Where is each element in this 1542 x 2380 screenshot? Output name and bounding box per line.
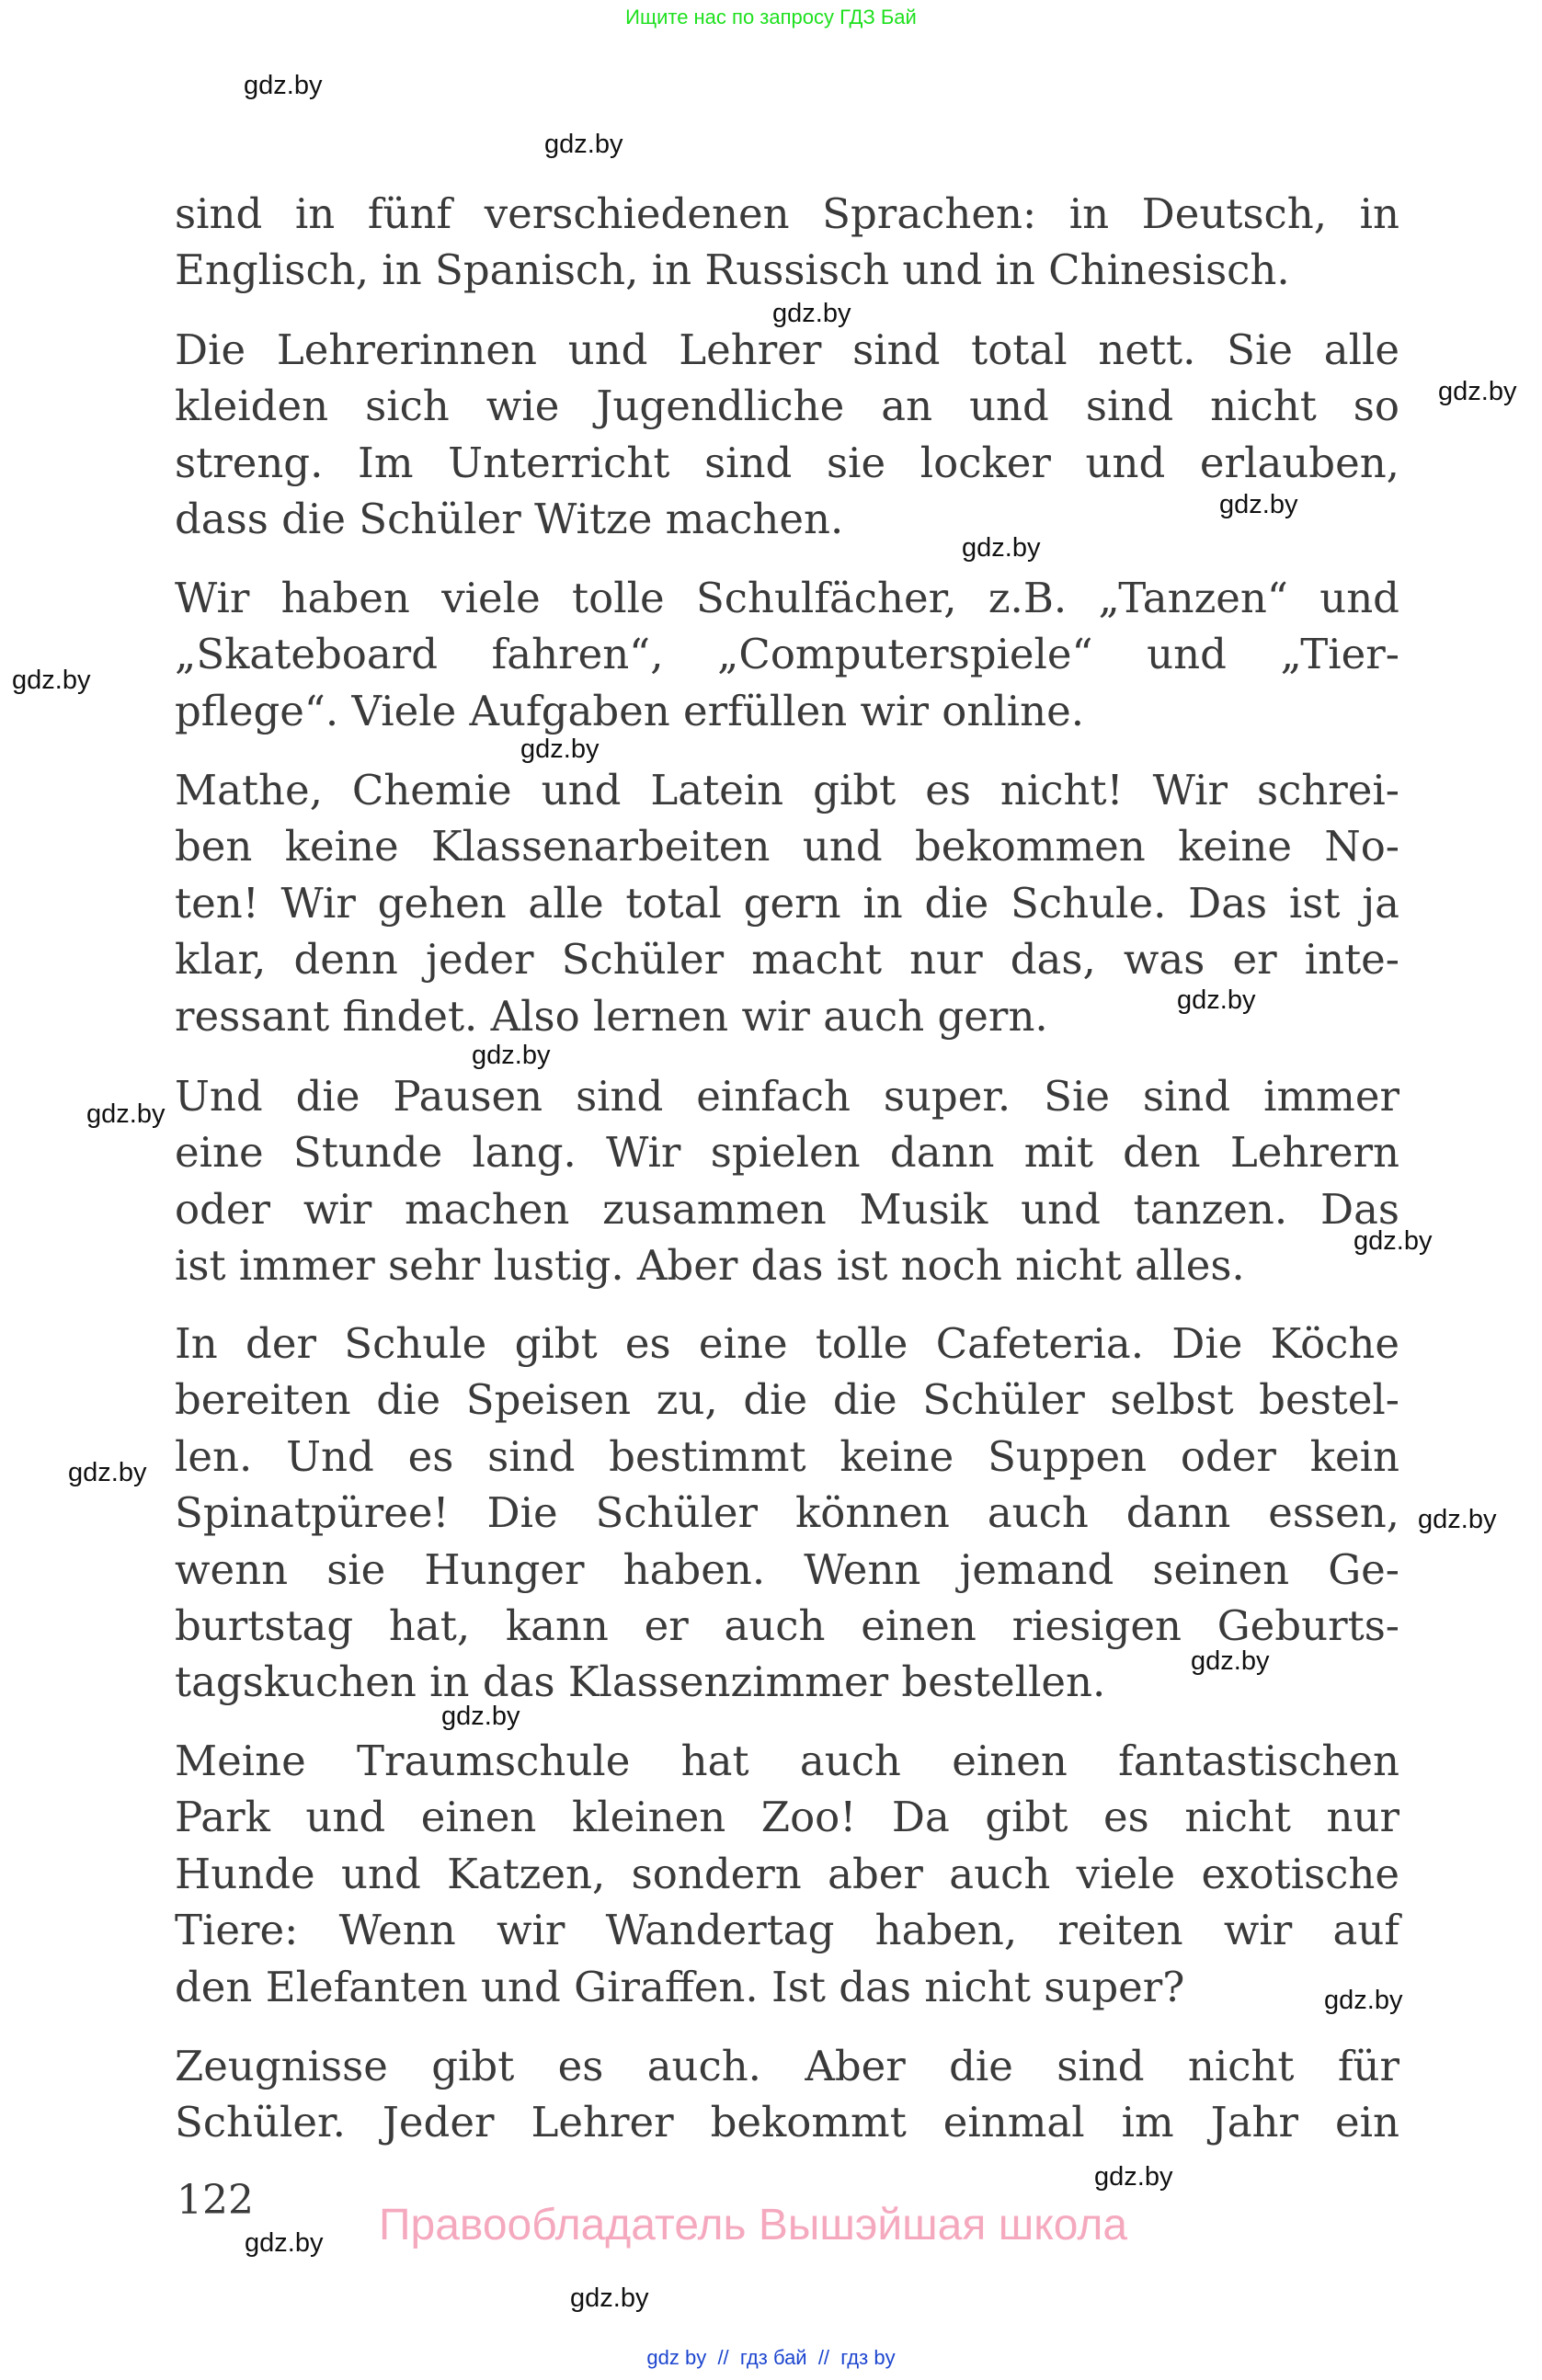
watermark-label: gdz.by	[1219, 490, 1298, 519]
text-line: dass die Schüler Witze machen.	[175, 495, 844, 544]
watermark-label: gdz.by	[520, 734, 600, 764]
text-line: Englisch, in Spanisch, in Russisch und in Chinesisch.	[175, 245, 1290, 295]
text-line: Meine Traumschule hat auch einen fantastischen	[175, 1737, 1399, 1785]
text-line: Wir haben viele tolle Schulfächer, z.B. „Tanzen“ und	[175, 574, 1399, 622]
text-line: „Skateboard fahren“, „Computerspiele“ und „Tier-	[175, 630, 1399, 679]
text-line: wenn sie Hunger haben. Wenn jemand seinen Ge-	[175, 1544, 1399, 1594]
paragraph-5	[175, 1068, 1399, 1294]
watermark-label: gdz.by	[441, 1702, 520, 1731]
watermark-label: gdz.by	[1191, 1646, 1270, 1676]
text-line: ist immer sehr lustig. Aber das ist noch nicht alles.	[175, 1241, 1245, 1291]
text-line: Zeugnisse gibt es auch. Aber die sind nicht für	[175, 2042, 1399, 2090]
text-line: burtstag hat, kann er auch einen riesigen Geburts-	[175, 1600, 1399, 1650]
copyright-notice: Правообладатель Вышэйшая школа	[379, 2201, 1128, 2249]
text-line: Die Lehrerinnen und Lehrer sind total nett. Sie alle	[175, 325, 1399, 374]
text-line: pflege“. Viele Aufgaben erfüllen wir online.	[175, 686, 1085, 735]
text-line: ressant findet. Also lernen wir auch gern.	[175, 991, 1048, 1041]
watermark-label: gdz.by	[1354, 1226, 1433, 1256]
paragraph-3	[175, 570, 1399, 739]
paragraph-7	[175, 1733, 1399, 2015]
text-line: Mathe, Chemie und Latein gibt es nicht! Wir schrei-	[175, 766, 1399, 814]
paragraph-1	[175, 186, 1399, 299]
watermark-label: gdz.by	[12, 666, 91, 695]
watermark-label: gdz.by	[1324, 1986, 1403, 2015]
search-hint-banner[interactable]: Ищите нас по запросу ГДЗ Бай	[625, 6, 917, 28]
watermark-label: gdz.by	[544, 130, 623, 159]
watermark-label: gdz.by	[86, 1099, 166, 1129]
text-line: tagskuchen in das Klassenzimmer bestellen.	[175, 1657, 1106, 1707]
text-line: klar, denn jeder Schüler macht nur das, was er inte-	[175, 935, 1399, 985]
watermark-label: gdz.by	[962, 533, 1041, 563]
watermark-label: gdz.by	[772, 299, 851, 328]
watermark-label: gdz.by	[245, 2228, 324, 2258]
watermark-label: gdz.by	[570, 2283, 649, 2313]
watermark-label: gdz.by	[1418, 1505, 1497, 1534]
text-line: In der Schule gibt es eine tolle Cafeteria. Die Köche	[175, 1319, 1399, 1368]
text-line: eine Stunde lang. Wir spielen dann mit den Lehrern	[175, 1128, 1399, 1178]
watermark-label: gdz.by	[1094, 2162, 1173, 2192]
text-line: kleiden sich wie Jugendliche an und sind nicht so	[175, 381, 1399, 431]
text-line: Und die Pausen sind einfach super. Sie sind immer	[175, 1072, 1399, 1121]
text-line: len. Und es sind bestimmt keine Suppen oder kein	[175, 1431, 1399, 1481]
text-line: Spinatpüree! Die Schüler können auch dann essen,	[175, 1488, 1399, 1538]
text-line: sind in fünf verschiedenen Sprachen: in Deutsch, in	[175, 189, 1399, 238]
text-line: Schüler. Jeder Lehrer bekommt einmal im Jahr ein	[175, 2098, 1399, 2147]
paragraph-8	[175, 2038, 1399, 2151]
text-line: streng. Im Unterricht sind sie locker und erlauben,	[175, 438, 1399, 487]
watermark-label: gdz.by	[472, 1041, 551, 1070]
watermark-label: gdz.by	[244, 71, 323, 100]
text-line: Park und einen kleinen Zoo! Da gibt es nicht nur	[175, 1793, 1399, 1842]
text-line: den Elefanten und Giraffen. Ist das nicht super?	[175, 1962, 1185, 2011]
text-line: Hunde und Katzen, sondern aber auch viele exotische	[175, 1849, 1399, 1898]
paragraph-2	[175, 322, 1399, 548]
text-line: bereiten die Speisen zu, die die Schüler selbst bestel-	[175, 1375, 1399, 1425]
watermark-label: gdz.by	[68, 1458, 147, 1487]
page-number: 122	[177, 2177, 254, 2224]
watermark-label: gdz.by	[1438, 377, 1517, 406]
text-line: ten! Wir gehen alle total gern in die Schule. Das ist ja	[175, 878, 1399, 928]
text-line: ben keine Klassenarbeiten und bekommen keine No-	[175, 822, 1399, 871]
text-line: Tiere: Wenn wir Wandertag haben, reiten wir auf	[175, 1906, 1399, 1955]
footer-site-links[interactable]: gdz by // гдз бай // гдз by	[646, 2346, 896, 2369]
text-line: oder wir machen zusammen Musik und tanzen. Das	[175, 1184, 1399, 1234]
watermark-label: gdz.by	[1177, 985, 1256, 1015]
